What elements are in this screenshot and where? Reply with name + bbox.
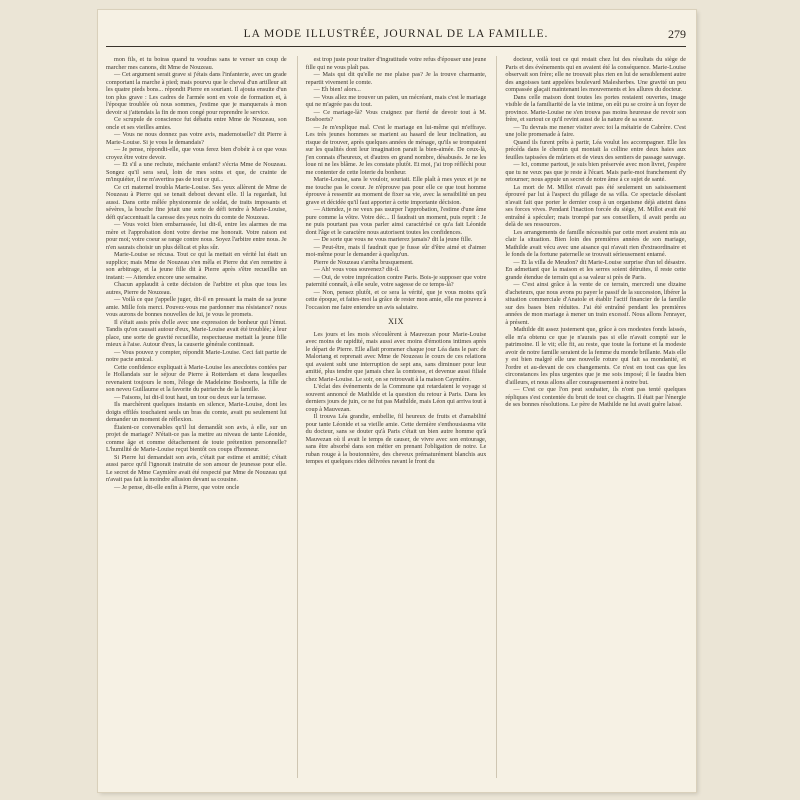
paragraph: La mort de M. Millot n'avait pas été seulement un saisissement éprouvé par lui à l'aspect du pillage de sa villa. Ce spectacle désolant n'avait fait que porter le dernier coup à un organisme déjà atteint dans ses forces vives. Pendant l'inaction forcée du siège, M. Millot avait été entraîné à spéculer; mais trompé par ses conseillers, il avait perdu au delà de ses ressources.	[505, 183, 687, 228]
paragraph: — Peut-être, mais il faudrait que je fusse sûr d'être aimé et d'aimer moi-même pour le demander à quelqu'un.	[305, 243, 487, 258]
paragraph: Les arrangements de famille nécessités par cette mort avaient mis au clair la situation. Bien loin des premières années de son mariage, Mathilde avait vécu avec une aisance qui n'avait rien d'extraordinaire et le fonds de la fortune paternelle se trouvait sérieusement entamé.	[505, 228, 687, 258]
paragraph: Mathilde dit assez justement que, grâce à ces modestes fonds laissés, elle m'a obtenu ce que je n'aurais pas si elle n'avait compté sur le patrimoine. Il le vit; elle fit, au reste, que toute la fortune et la modeste avoir de notre famille seraient de la femme du monde brillante. Mais elle y est bien malgré elle une nouvelle roture qui fait sa mondanité, et l'ordre et au-devant de ces changements. Ce n'est en tout cas que les circonstances les plus urgentes que je me sois imposé; il le faudra bien d'ailleurs, et nous allons aller courageusement à notre but.	[505, 326, 687, 386]
paragraph: Ils marchèrent quelques instants en silence, Marie-Louise, dont les doigts effilés touchaient seuls un bras du comte, avait pu seulement lui demander un moment de réflexion.	[106, 401, 287, 423]
paragraph: — Tu devrais me mener visiter avec toi la métairie de Cabrère. C'est une jolie promenade à faire.	[505, 123, 687, 138]
chapter-heading: XIX	[388, 317, 404, 326]
paragraph: Si Pierre lui demandait son avis, c'était par estime et amitié; c'était aussi parce qu'il l'ignorait instruite de son amour de jeunesse pour elle. Le secret de Mme Caymière avait été respecté par Mme de Nouzeau qui n'avait pas fait la moindre allusion devant sa cousine.	[106, 453, 287, 483]
paragraph: — Vous voici bien embarrassée, lui dit-il, entre les alarmes de ma mère et l'approbation dont votre devise me honorait. Votre raison est pour moi; votre coeur se range contre nous. Soyez l'arbitre entre nous. Je n'en saurais choisir un plus délicat et plus sûr.	[106, 221, 287, 251]
paragraph: — Vous allez me trouver un païen, un mécréant, mais c'est le mariage qui ne m'agrée pas du tout.	[305, 93, 487, 108]
paragraph: — Voilà ce que j'appelle juger, dit-il en pressant la main de sa jeune amie. Mille fois merci. Pouvez-vous me pardonner ma résistance? nous vous aurons de bonnes nouvelles de lui, je vous le promets.	[106, 296, 287, 318]
paragraph: — Attendez, je ne veux pas usurper l'approbation, l'estime d'une âme pure comme la vôtre. Votre déc... Il faudrait un moment, puis reprit : Je ne puis pourtant pas vous parler ainsi caractérisé ce qu'a fait Léonide dont l'âge et le caractère nous autorisent toutes les confidences.	[305, 206, 487, 236]
paragraph: — Vous pouvez y compter, répondit Marie-Louise. Ceci fait partie de notre pacte amical.	[106, 348, 287, 363]
paragraph: — Cet argument serait grave si j'étais dans l'infanterie, avec un grade comportant la marche à pied; mais pourvu que le cheval d'un artilleur ait les quatre pieds bons... répondit Pierre en souriant. Il ajouta ensuite d'un ton plus grave : Les cadres de l'armée sont en voie de formation et, à l'époque troublée où nous sommes, j'estime que je manquerais à mon devoir si j'attendais la fin de mon congé pour reprendre le service.	[106, 71, 287, 116]
paragraph: L'éclat des événements de la Commune qui retardaient le voyage si souvent annoncé de Mathilde et la question du retour à Paris. Dans les derniers jours de juin, ce ne fut pas Mathilde, mais Léon qui arriva tout à coup à Mauvezan.	[305, 383, 487, 413]
text-columns	[106, 56, 686, 778]
paragraph: — Oui, de votre imprécation contre Paris. Bois-je supposer que votre paternité connaît, à elle seule, votre sagesse de ce temps-là?	[305, 273, 487, 288]
column-middle	[297, 56, 487, 778]
paragraph: — Mais qui dit qu'elle ne me plaise pas? Je la trouve charmante, repartit vivement le comte.	[305, 71, 487, 86]
paragraph: Marie-Louise se récusa. Tout ce qui la mettait en vérité lui était un supplice; mais Mme de Nouzeau s'en mêla et Pierre dut s'en remettre à son arbitrage, et la jeune fille dit à Pierre après s'être recueillie un instant: — Attendez encore une semaine.	[106, 251, 287, 281]
paragraph: Ce cri maternel troubla Marie-Louise. Ses yeux allèrent de Mme de Nouzeau à Pierre qui se tenait debout devant elle. Il la regardait, lui aussi. Dans cette mêlée physionomie de soldat, de traits imposants et sévères, la bouche fine jetait une sorte de défi tendre à Marie-Louise, défi qu'accentuait la caresse des yeux noirs du comte de Nouzeau.	[106, 183, 287, 221]
paragraph: Chacun applaudit à cette décision de l'arbitre et plus que tous les autres, Pierre de Nouzeau.	[106, 281, 287, 296]
paragraph: — Je pense, dit-elle enfin à Pierre, que votre oncle	[114, 483, 240, 491]
page-header	[106, 26, 686, 47]
paragraph: — De sorte que vous ne vous marierez jamais? dit la jeune fille.	[313, 236, 473, 243]
paragraph: — Vous ne nous donnez pas votre avis, mademoiselle? dit Pierre à Marie-Louise. Si je vous le demandais?	[106, 131, 287, 146]
paragraph: — Et la villa de Meudon? dit Marie-Louise surprise d'un tel désastre. En admettant que la maison et les serres soient détruites, il reste cette grande étendue de terrain qui a sa valeur si près de Paris.	[505, 258, 687, 281]
paragraph: est trop juste pour traiter d'ingratitude votre refus d'épouser une jeune fille qui ne vous plaît pas.	[305, 56, 487, 71]
paragraph: — Ah! vous vous souvenez? dit-il.	[313, 266, 400, 273]
paragraph: — Faisons, lui dit-il tout haut, un tour ou deux sur la terrasse.	[114, 393, 267, 401]
paragraph: Quand ils furent prêts à partir, Léa voulut les accompagner. Elle les précéda dans le chemin qui montait la colline entre deux haies aux feuilles tapissées de mûriers et de vieux des sentiers de passage sauvage.	[505, 138, 687, 161]
paragraph: — Je m'explique mal. C'est le mariage en lui-même qui m'effraye. Les très jeunes hommes se marient au hasard de leur inclination, au risque de trouver, après quelques années de ménage, qu'ils se trompaient sur les qualités dont leur imagination parait la bien-aimée. De ceux-là, j'en connais d'heureux, et d'autres en grand nombre, désabusés. Je ne les loue ni ne les blâme. Je les constate plutôt. Et moi, j'ai trop réfléchi pour me contenter de cette loterie du bonheur.	[305, 123, 487, 176]
paragraph: Les jours et les mois s'écoulèrent à Mauvezan pour Marie-Louise avec moins de rapidité, mais aussi avec moins d'émotions intimes après le départ de Pierre. Elle allait promener chaque jour Léa dans le parc de Malortang et reprenait avec Mme de Nouzeau le cours de ces relations qui avaient subi une interruption de sept ans, sans diminuer pour leur amitié, plus tendre que jamais chez la comtesse, et devenue aussi filiale chez Marie-Louise. Le soir, on se retrouvait à la maison Caymière.	[305, 330, 487, 383]
column-right	[496, 56, 686, 778]
journal-page	[98, 10, 696, 792]
page-number: 279	[668, 27, 686, 41]
paragraph: Cette confidence expliquait à Marie-Louise les anecdotes contées par le Hollandais sur le séjour de Pierre à Rotterdam et dans lesquelles revenaient toujours le nom, l'éloge de Madeleine Bosboerts, la fille de son neveu Guillaume et la favorite du patriarche de la famille.	[106, 363, 287, 393]
paragraph: docteur, voilà tout ce qui restait chez lui des résultats du siège de Paris et des événements qui en avaient été la conséquence. Marie-Louise observait son frère; elle ne trouvait plus rien en lui de sensiblement autre des angoisses tant appelées boulevard Malesherbes. Une gravité un peu compassée glaçait maintenant les mouvements et les allures du docteur.	[505, 56, 687, 93]
paragraph: mon fils, et tu boiras quand tu voudras sans te verser un coup de marcher mes canons, dit Mme de Nouzeau.	[106, 56, 287, 71]
column-left	[106, 56, 287, 778]
paragraph: Il s'était assis près d'elle avec une expression de bonheur qui l'émut. Tandis qu'on causait autour d'eux, Marie-Louise avait été troublée; à leur place, une sorte de gravité recueillie, respectueuse mettait la jeune fille mieux à l'aise. Autour d'eux, la causerie générale continuait.	[106, 318, 287, 348]
paragraph: — Et s'il a une rechute, méchante enfant? s'écria Mme de Nouzeau. Songez qu'il sera seul, loin de mes soins et que, de crainte de m'inquiéter, il ne m'avertira pas de tout ce qui...	[106, 161, 287, 183]
running-title: LA MODE ILLUSTRÉE, JOURNAL DE LA FAMILLE.	[243, 28, 549, 40]
paragraph: — Eh bien! alors...	[313, 86, 361, 93]
paragraph: — Ce mariage-là? Vous craignez par fierté de devoir tout à M. Bosboerts?	[305, 108, 487, 123]
paragraph: Ce scrupule de conscience fut débattu entre Mme de Nouzeau, son oncle et ses vieilles amies.	[106, 116, 287, 131]
paragraph: Dans celle maison dont toutes les portes restaient ouvertes, image visible de la familiarité de la vie intime, on eût pu se croire à un foyer de province. Marie-Louise ne s'en trouva pas moins heureuse de revoir son frère, et surtout ce qu'il revint aussi de la nature de sa soeur.	[505, 93, 687, 123]
paragraph: — C'est ainsi grâce à la vente de ce terrain, mercredi une dizaine d'acheteurs, que nous avons pu payer le passif de la succession, libérer la situation commerciale d'Anatole et établir l'actif financier de la famille sur des bases bien réduites. J'ai été entraîné pendant les premières années de mon mariage à mener un train excessif. Nous allons l'enrayer, à présent.	[505, 281, 687, 326]
paragraph: — Je pense, répondit-elle, que vous ferez bien d'obéir à ce que vous croyez être votre devoir.	[106, 146, 287, 161]
paragraph: — Non, pensez plutôt, et ce sera la vérité, que je vous moins qu'à cette époque, et faites-moi la grâce de rester mon amie, elle me pouvez à l'occasion me faire entendre un avis salutaire.	[305, 288, 487, 311]
paragraph: Il trouva Léa grandie, embellie, fil heureux de fruits et d'amabilité pour tante Léonide et sa vieille amie. Cette dernière s'enthousiasma vite du docteur, sans se douter qu'à Paris c'était un bien autre homme qu'à Mauvezan où il avait le temps de causer, de vivre avec son entourage, sans être absorbé dans son métier en prenant l'obligation de notre. Le ruban rouge à la boutonnière, des cheveux prématurément blanchis aux tempes et quelques rides délivrées ravant le front du	[305, 413, 487, 465]
paragraph: Pierre de Nouzeau s'arrêta brusquement.	[313, 258, 414, 266]
paragraph: — Ici, comme partout, je suis bien préservée avec mon livret, j'espère que tu ne veux pas que je reste à l'écart. Mais parle-moi franchement d'y retourner; nous appuie un secret de notre âme à ce sujet de santé.	[505, 161, 687, 183]
paragraph: — C'est ce que l'on peut souhaiter, ils n'ont pas tenté quelques répliques s'est contentée du bruit de tout ce chagrin. Il était par l'énergie de ses bonnes résolutions. Le père de Mathilde ne lui avait guère laissé.	[505, 386, 687, 408]
paragraph: Étaient-ce convenables qu'il lui demandât son avis, à elle, sur un projet de mariage? N'était-ce pas la mettre au niveau de tante Léonide, comme âge et comme détachement de toute prétention personnelle? L'humilité de Marie-Louise reçut bientôt ces coups d'honneur.	[106, 423, 287, 453]
paragraph: Marie-Louise, sans le vouloir, souriait. Elle plaît à mes yeux et je ne me touche pas le coeur. Je n'éprouve pas pour elle ce que tout homme éprouve à ressentir au moment de fixer sa vie, avec la sensibilité un peu grave et décidée qu'il faut apporter à cette importante décision.	[305, 176, 487, 206]
